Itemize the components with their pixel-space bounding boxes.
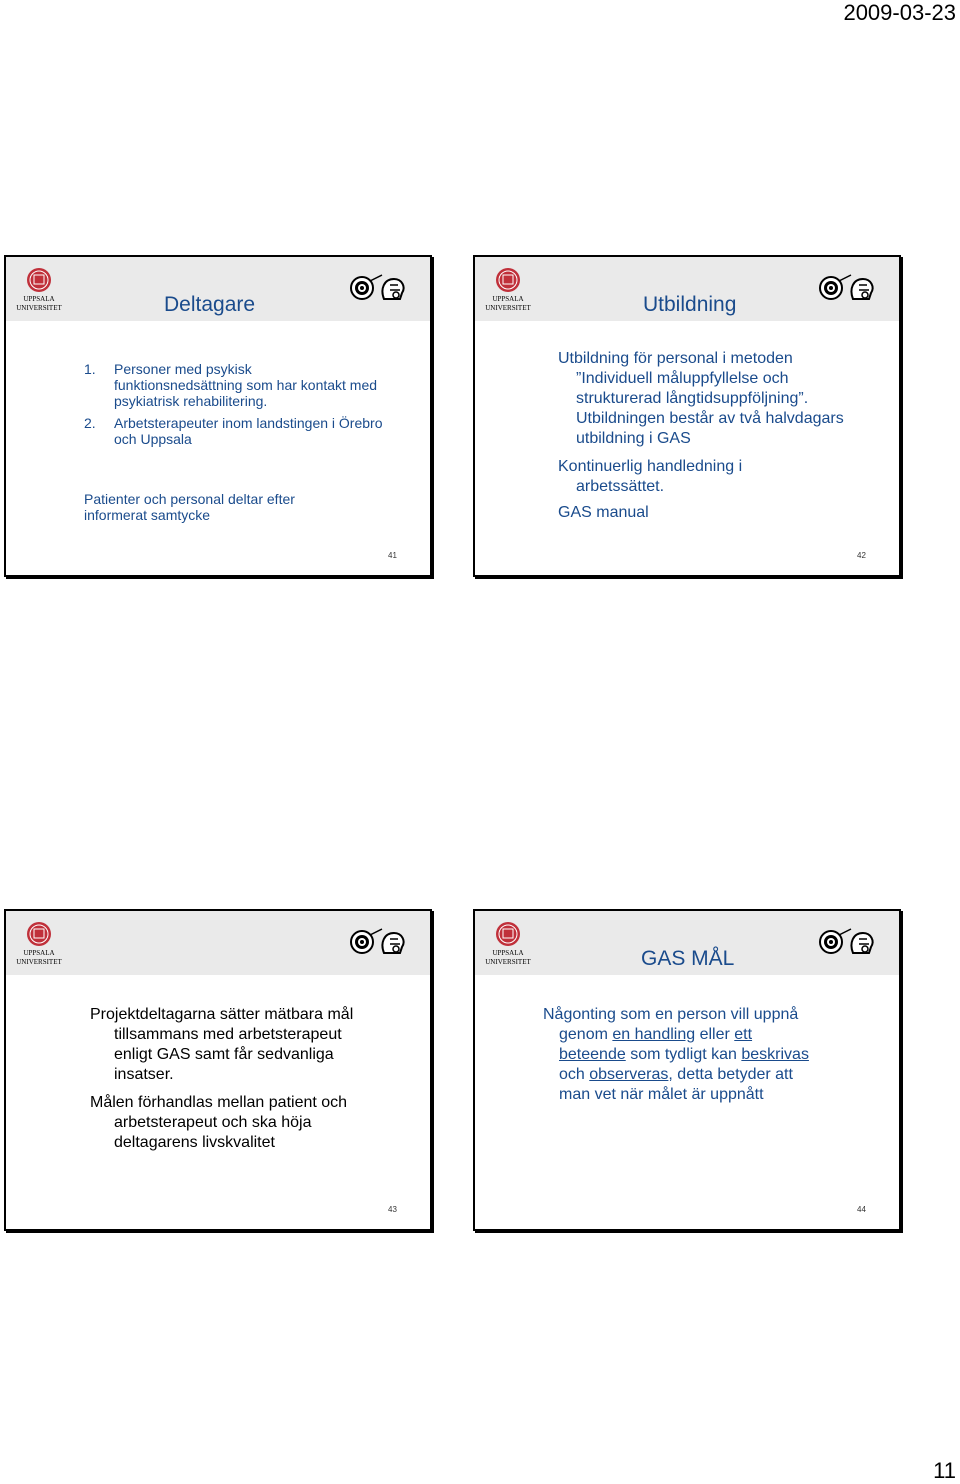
target-heads-icon [819,271,877,305]
slide-number: 41 [388,551,397,560]
target-heads-icon [819,925,877,959]
supervision-paragraph: Kontinuerlig handledning i arbetssättet. [558,458,743,495]
svg-text:UPPSALA: UPPSALA [492,949,524,957]
svg-text:UPPSALA: UPPSALA [23,295,55,303]
university-logo [483,919,533,967]
university-logo [483,265,533,313]
slide-header [475,911,899,975]
negotiation-paragraph: Målen förhandlas mellan patient och arbetsterapeut och ska höja deltagarens livskvalitet [90,1094,348,1151]
list-item: 1. Personer med psykisk funktionsnedsättning som har kontakt med psykiatrisk rehabilitering. [84,361,378,409]
university-logo [14,265,64,313]
participant-list [84,361,384,453]
document-date: 2009-03-23 [843,0,956,25]
university-logo [14,919,64,967]
target-heads-icon [350,271,408,305]
svg-text:UNIVERSITET: UNIVERSITET [485,304,531,312]
slide-43 [4,909,432,1231]
goals-paragraph: Projektdeltagarna sätter mätbara mål tillsammans med arbetsterapeut enligt GAS samt får sedvanliga insatser. [90,1006,354,1083]
list-item: 2. Arbetsterapeuter inom landstingen i Örebro och Uppsala [84,415,383,447]
svg-text:UNIVERSITET: UNIVERSITET [16,958,62,966]
slide-header [6,257,430,321]
slide-44 [473,909,901,1231]
svg-text:UPPSALA: UPPSALA [492,295,524,303]
slide-42 [473,255,901,577]
slide-header [475,257,899,321]
slide-number: 43 [388,1205,397,1214]
slide-number: 44 [857,1205,866,1214]
target-heads-icon [350,925,408,959]
slide-number: 42 [857,551,866,560]
consent-note: Patienter och personal deltar efter informerat samtycke [84,491,295,523]
slide-header [6,911,430,975]
training-paragraph: Utbildning för personal i metoden ”Individuell måluppfyllelse och strukturerad långtidsuppföljning”. Utbildningen består av två halvdagars utbildning i GAS [558,350,844,447]
gas-goal-definition: Någonting som en person vill uppnå genom en handling eller ett beteende som tydligt kan beskrivas och observeras, detta betyder att man vet när målet är uppnått [543,1006,809,1103]
slide-title: GAS MÅL [641,947,735,970]
slide-title: Deltagare [164,293,256,316]
page-number: 11 [933,1458,956,1483]
svg-text:UPPSALA: UPPSALA [23,949,55,957]
gas-manual: GAS manual [558,504,649,521]
svg-text:UNIVERSITET: UNIVERSITET [485,958,531,966]
slide-41 [4,255,432,577]
slide-title: Utbildning [643,293,737,316]
svg-text:UNIVERSITET: UNIVERSITET [16,304,62,312]
